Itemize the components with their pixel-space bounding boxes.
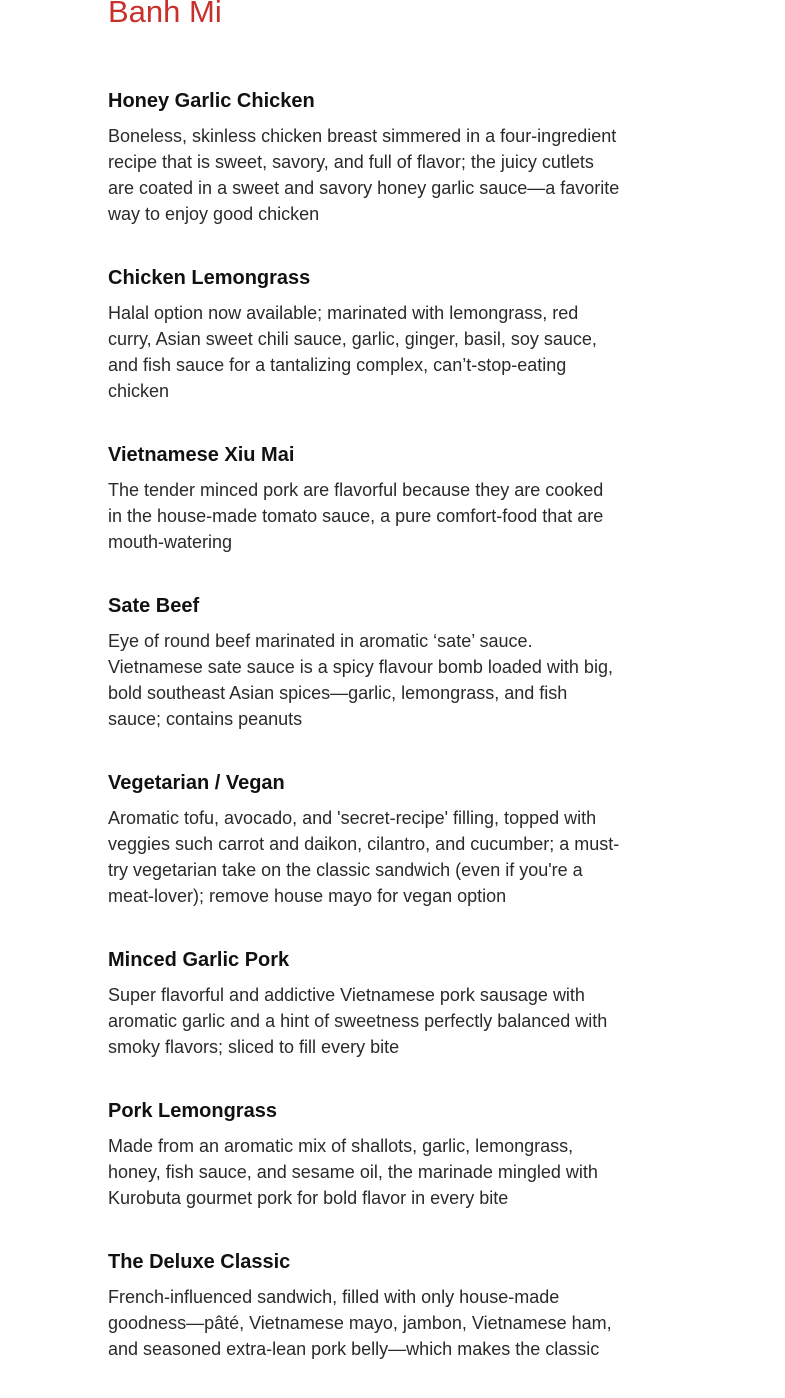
item-name: Sate Beef (108, 595, 200, 617)
item-description: Eye of round beef marinated in aromatic ‘sate’ sauce. Vietnamese sate sauce is a spicy flavour bomb loaded with big, bold southeast Asian spices—garlic, lemongrass, and fish sauce; contains peanuts (108, 631, 613, 729)
item-description: Halal option now available; marinated with lemongrass, red curry, Asian sweet chili sauce, garlic, ginger, basil, soy sauce, and fish sauce for a tantalizing complex, can’t-stop-eating chicken (108, 303, 597, 401)
menu-item-pork-lemongrass (108, 1096, 620, 1211)
item-name: Vietnamese Xiu Mai (108, 444, 295, 466)
menu-item-deluxe-classic (108, 1247, 620, 1362)
item-name: Chicken Lemongrass (108, 267, 311, 289)
item-description: Boneless, skinless chicken breast simmered in a four-ingredient recipe that is sweet, savory, and full of flavor; the juicy cutlets are coated in a sweet and savory honey garlic sauce—a favorite way to enjoy good chicken (108, 126, 620, 224)
menu-list (108, 86, 620, 1398)
item-description: Aromatic tofu, avocado, and 'secret-recipe' filling, topped with veggies such carrot and daikon, cilantro, and cucumber; a must-try vegetarian take on the classic sandwich (even if you're a meat-lover); remove house mayo for vegan option (108, 808, 620, 906)
item-name: Honey Garlic Chicken (108, 90, 315, 112)
item-description: Super flavorful and addictive Vietnamese pork sausage with aromatic garlic and a hint of sweetness perfectly balanced with smoky flavors; sliced to fill every bite (108, 985, 608, 1057)
item-name: Pork Lemongrass (108, 1100, 277, 1122)
menu-item-minced-garlic-pork (108, 945, 620, 1060)
item-name: The Deluxe Classic (108, 1251, 291, 1273)
menu-item-honey-garlic-chicken (108, 86, 620, 227)
menu-item-vietnamese-xiu-mai (108, 440, 620, 555)
item-name: Vegetarian / Vegan (108, 772, 285, 794)
section-title: Banh Mi (108, 0, 222, 29)
item-description: The tender minced pork are flavorful because they are cooked in the house-made tomato sauce, a pure comfort-food that are mouth-watering (108, 480, 604, 552)
menu-item-chicken-lemongrass (108, 263, 620, 404)
menu-item-vegetarian-vegan (108, 768, 620, 909)
item-description: Made from an aromatic mix of shallots, garlic, lemongrass, honey, fish sauce, and sesame oil, the marinade mingled with Kurobuta gourmet pork for bold flavor in every bite (108, 1136, 598, 1208)
item-description: French-influenced sandwich, filled with only house-made goodness—pâté, Vietnamese mayo, jambon, Vietnamese ham, and seasoned extra-lean pork belly—which makes the classic (108, 1287, 612, 1359)
item-name: Minced Garlic Pork (108, 949, 290, 971)
menu-item-sate-beef (108, 591, 620, 732)
